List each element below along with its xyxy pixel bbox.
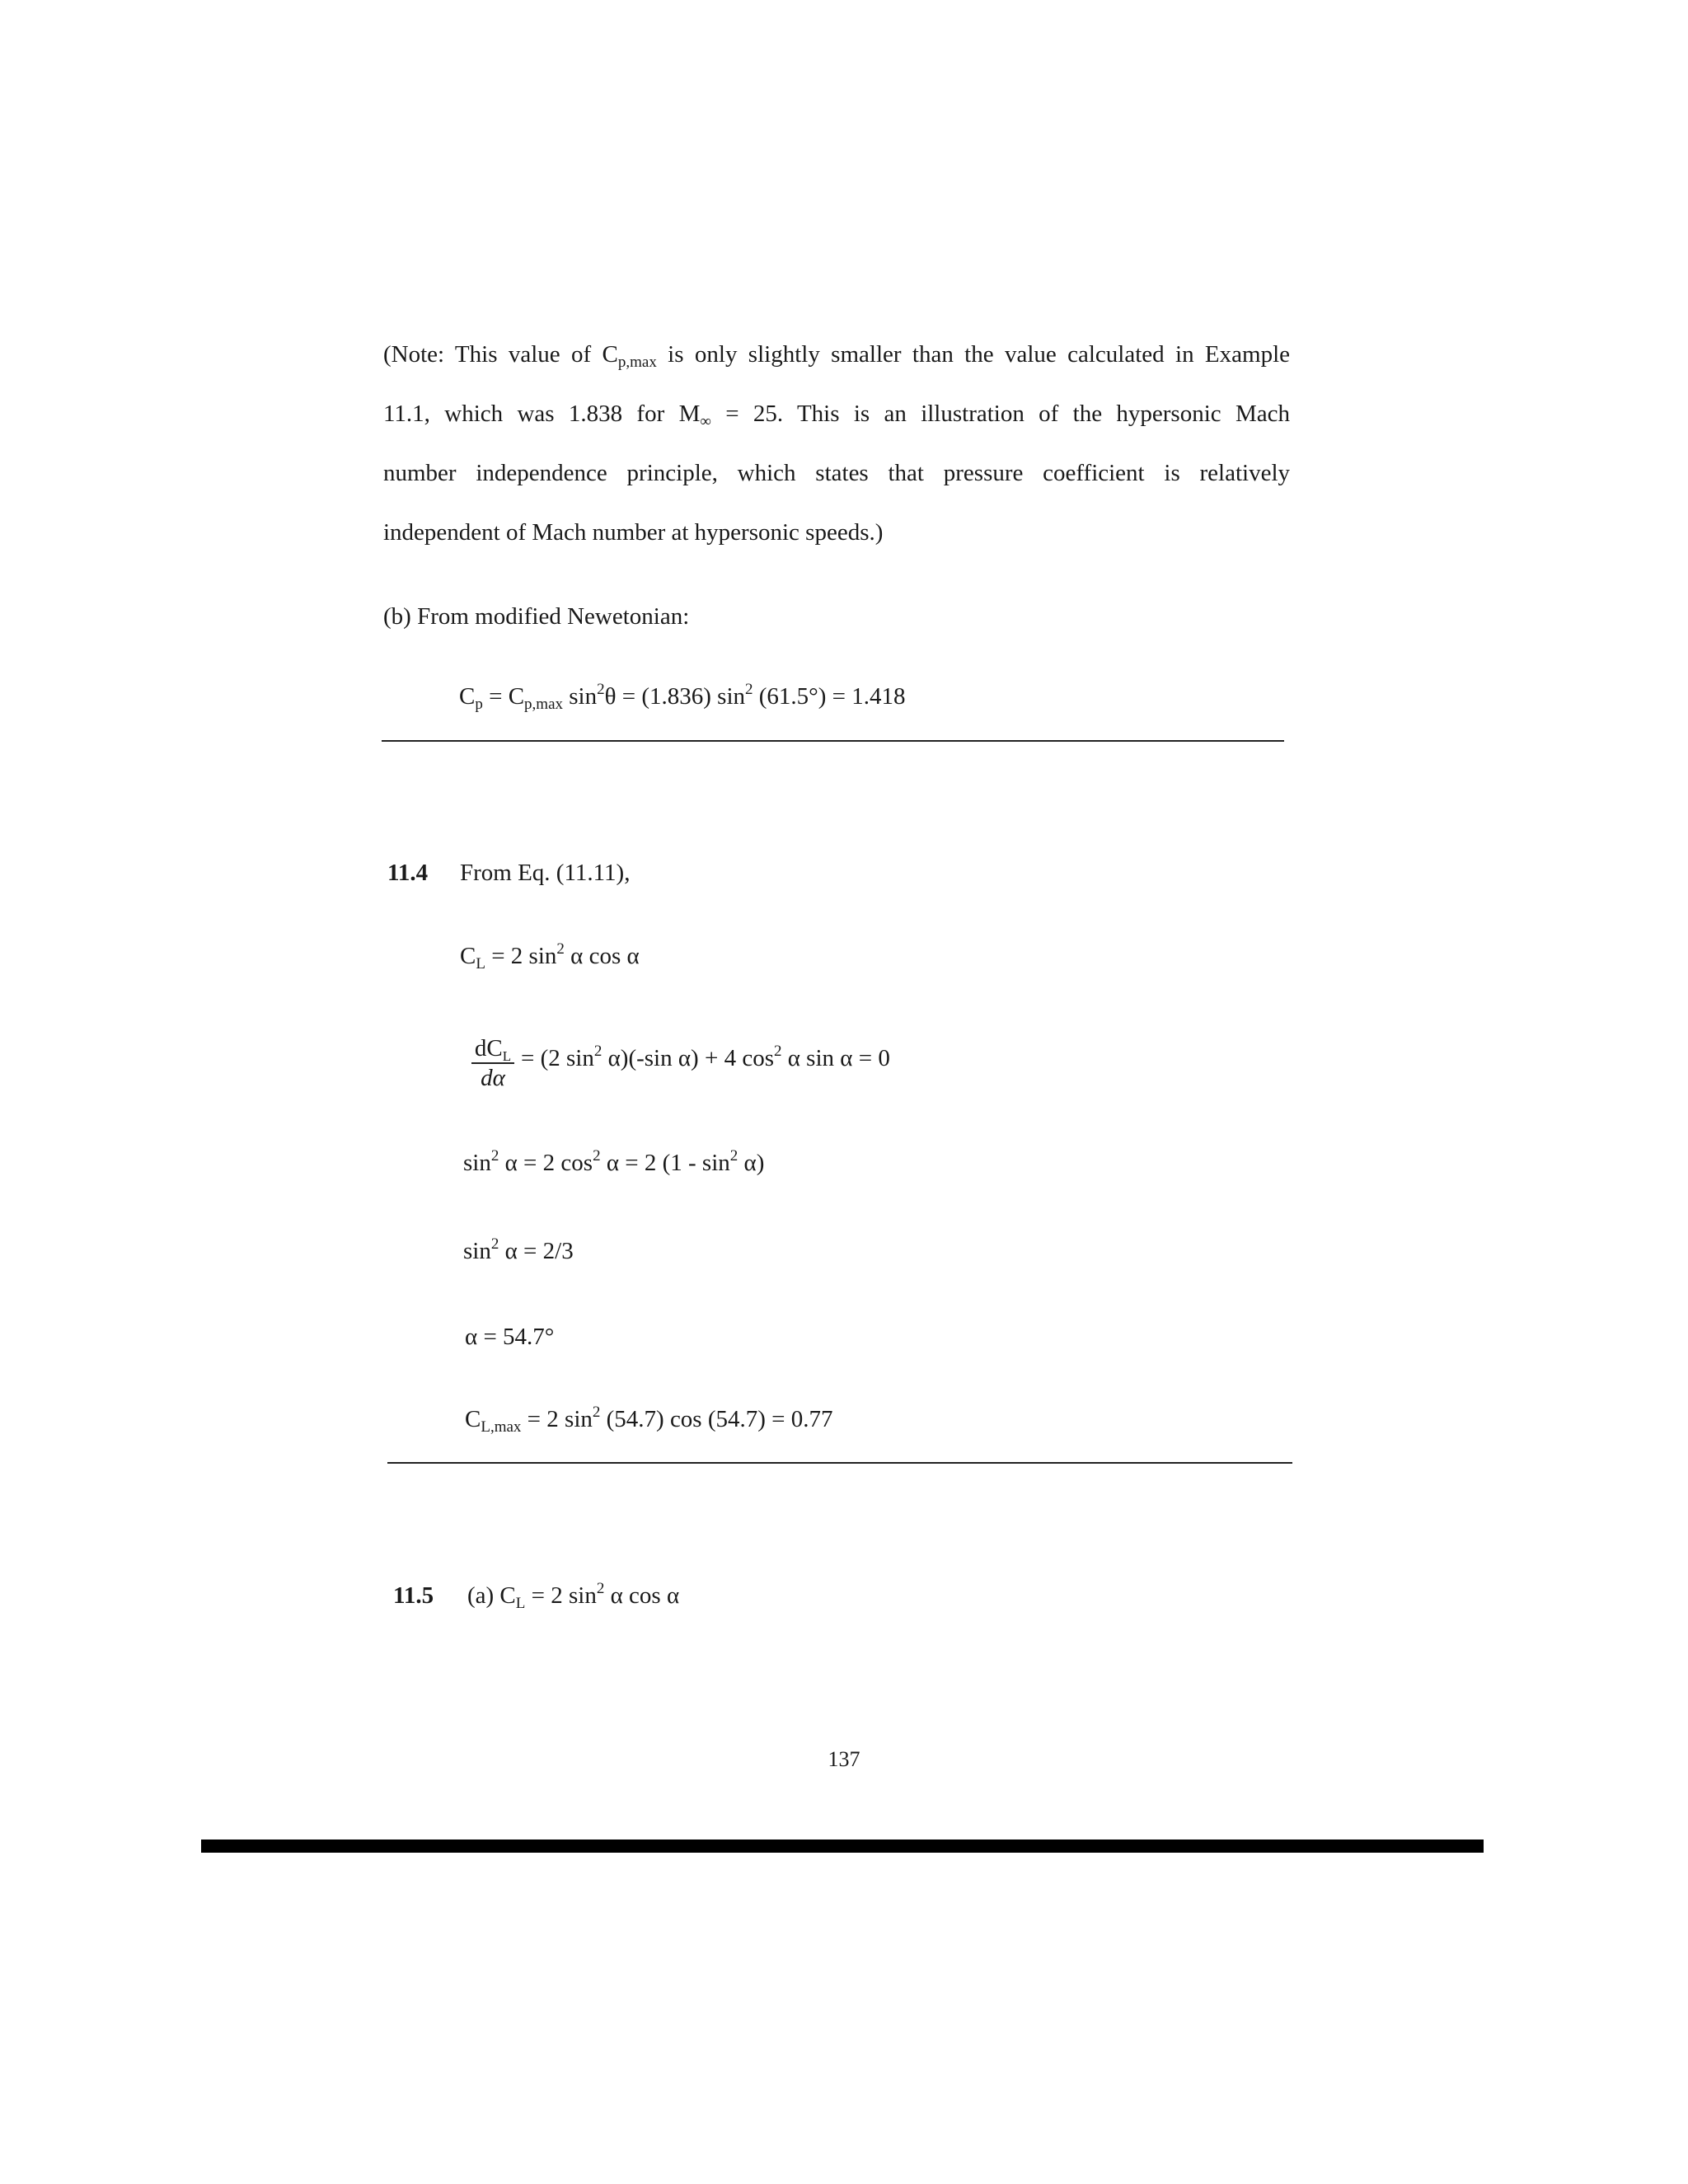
equation-cl-max: $C_{L,max} = 2$ $\sin^2 (54.7)$ cos (54.7) = 0.77 — [465, 1404, 833, 1436]
derivative-fraction — [471, 1034, 514, 1092]
part-b-equation: $C_p = C_{p,max}$ $\sin^2\theta = (1.836)$ $\sin^2 (61.5^\circ) = 1.418$ — [459, 681, 906, 713]
equation-derivative: = (2 $\sin^2 \alpha)(-\sin$ α) + 4 $\cos^2 \alpha$ sin α = 0 — [521, 1043, 890, 1071]
section-divider-1 — [382, 740, 1284, 742]
problem-11-4-intro: From Eq. (11.11), — [460, 860, 631, 886]
note-line-2: 11.1, which was 1.838 for $M_\infty = 25$. This is an illustration of the hypersonic Mach — [383, 401, 1290, 430]
page-number: 137 — [828, 1747, 860, 1771]
fraction-denominator: dα — [471, 1062, 514, 1092]
equation-sin-cos: $\sin^2 \alpha = 2$ $\cos^2 \alpha = 2$ $(1 - \sin^2 \alpha)$ — [463, 1147, 765, 1176]
note-line-3: number independence principle, which states that pressure coefficient is relatively — [383, 460, 1290, 486]
equation-cl: $C_L = 2$ $\sin^2 \alpha$ cos α — [460, 940, 640, 972]
bottom-black-bar — [201, 1840, 1484, 1853]
equation-sin-squared: $\sin^2 \alpha = 2/3$ — [463, 1235, 574, 1264]
part-b-label: (b) From modified Newetonian: — [383, 603, 690, 630]
problem-number-11-4: 11.4 — [387, 860, 429, 886]
equation-alpha: α = 54.7° — [465, 1324, 555, 1350]
note-line-1: (Note: This value of $C_{p,max}$ is only slightly smaller than the value calculated in Example — [383, 341, 1290, 371]
problem-11-5-equation: (a) $C_L = 2$ $\sin^2 \alpha$ cos α — [467, 1580, 680, 1612]
fraction-numerator: $dC_L$ — [474, 1035, 512, 1064]
problem-number-11-5: 11.5 — [393, 1582, 434, 1609]
note-line-4: independent of Mach number at hypersonic speeds.) — [383, 519, 884, 546]
section-divider-2 — [387, 1462, 1292, 1464]
